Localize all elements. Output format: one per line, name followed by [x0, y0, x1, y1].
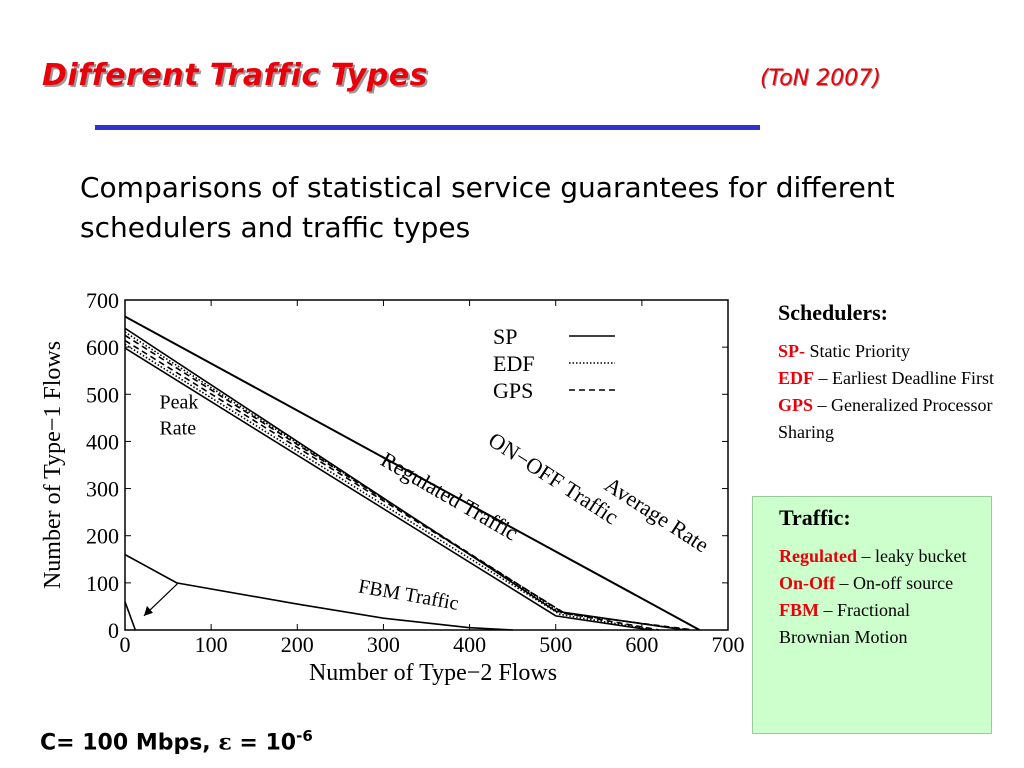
- x-tick-label: 400: [453, 632, 487, 657]
- annotation-label: Regulated Traffic: [376, 446, 523, 546]
- scheduler-desc: – Earliest Deadline First: [814, 368, 994, 388]
- traffic-abbr: FBM: [779, 600, 819, 620]
- slide-subtitle: Comparisons of statistical service guarantees for different schedulers and traffic types: [80, 171, 895, 244]
- annotation-peak-rate: Rate: [159, 417, 197, 440]
- scheduler-item: [778, 392, 998, 446]
- traffic-item: [779, 570, 981, 597]
- scheduler-desc: Static Priority: [805, 341, 910, 361]
- chart-svg: [30, 275, 755, 695]
- scheduler-desc: – Generalized Processor Sharing: [778, 395, 993, 442]
- slide-title-year: (ToN 2007): [760, 66, 881, 91]
- y-tick-label: 300: [86, 476, 119, 502]
- slide-title: Different Traffic Types: [42, 58, 428, 93]
- traffic-item: [779, 543, 981, 570]
- scheduler-abbr: GPS: [778, 395, 814, 415]
- traffic-desc: – leaky bucket: [857, 546, 967, 566]
- traffic-desc: – Fractional Brownian Motion: [779, 600, 910, 647]
- chart: [30, 275, 755, 695]
- x-tick-label: 600: [625, 632, 659, 657]
- epsilon-symbol: ε: [218, 729, 232, 756]
- traffic-heading: Traffic:: [779, 505, 851, 530]
- traffic-panel: [752, 496, 992, 734]
- scheduler-item: [778, 365, 998, 392]
- x-tick-label: 700: [711, 632, 745, 657]
- y-tick-label: 100: [86, 570, 119, 596]
- scheduler-abbr: EDF: [778, 368, 814, 388]
- scheduler-abbr: SP-: [778, 341, 805, 361]
- annotation-label: FBM Traffic: [356, 575, 461, 615]
- legend-label: GPS: [493, 378, 534, 403]
- traffic-abbr: Regulated: [779, 546, 857, 566]
- footer-exponent: -6: [296, 727, 313, 745]
- traffic-abbr: On-Off: [779, 573, 835, 593]
- annotation-label: Average Rate: [600, 471, 714, 558]
- traffic-item: [779, 597, 981, 651]
- x-axis-label: Number of Type−2 Flows: [308, 660, 558, 686]
- legend-label: EDF: [493, 351, 535, 376]
- y-tick-label: 0: [108, 618, 119, 643]
- x-tick-label: 200: [280, 632, 314, 657]
- footer-prefix: C= 100 Mbps,: [40, 730, 211, 756]
- footer-params: [40, 727, 313, 755]
- x-tick-label: 500: [539, 632, 573, 657]
- annotation-label: ON−OFF Traffic: [484, 427, 624, 530]
- plot-frame: [125, 300, 728, 630]
- y-tick-label: 500: [86, 382, 119, 408]
- x-tick-label: 300: [366, 632, 400, 657]
- y-tick-label: 400: [86, 429, 119, 455]
- y-axis-label: Number of Type−1 Flows: [40, 340, 66, 590]
- schedulers-panel: [778, 300, 998, 446]
- y-tick-label: 700: [86, 288, 119, 313]
- scheduler-item: [778, 338, 998, 365]
- y-tick-label: 600: [86, 335, 119, 361]
- annotation-peak-rate: Peak: [159, 391, 199, 414]
- legend-label: SP: [493, 324, 518, 349]
- x-tick-label: 0: [119, 632, 131, 657]
- title-underline: [95, 125, 760, 130]
- traffic-desc: – On-off source: [835, 573, 954, 593]
- schedulers-heading: Schedulers:: [778, 300, 888, 325]
- y-tick-label: 200: [86, 523, 119, 549]
- x-tick-label: 100: [194, 632, 228, 657]
- footer-eq: = 10: [239, 730, 297, 756]
